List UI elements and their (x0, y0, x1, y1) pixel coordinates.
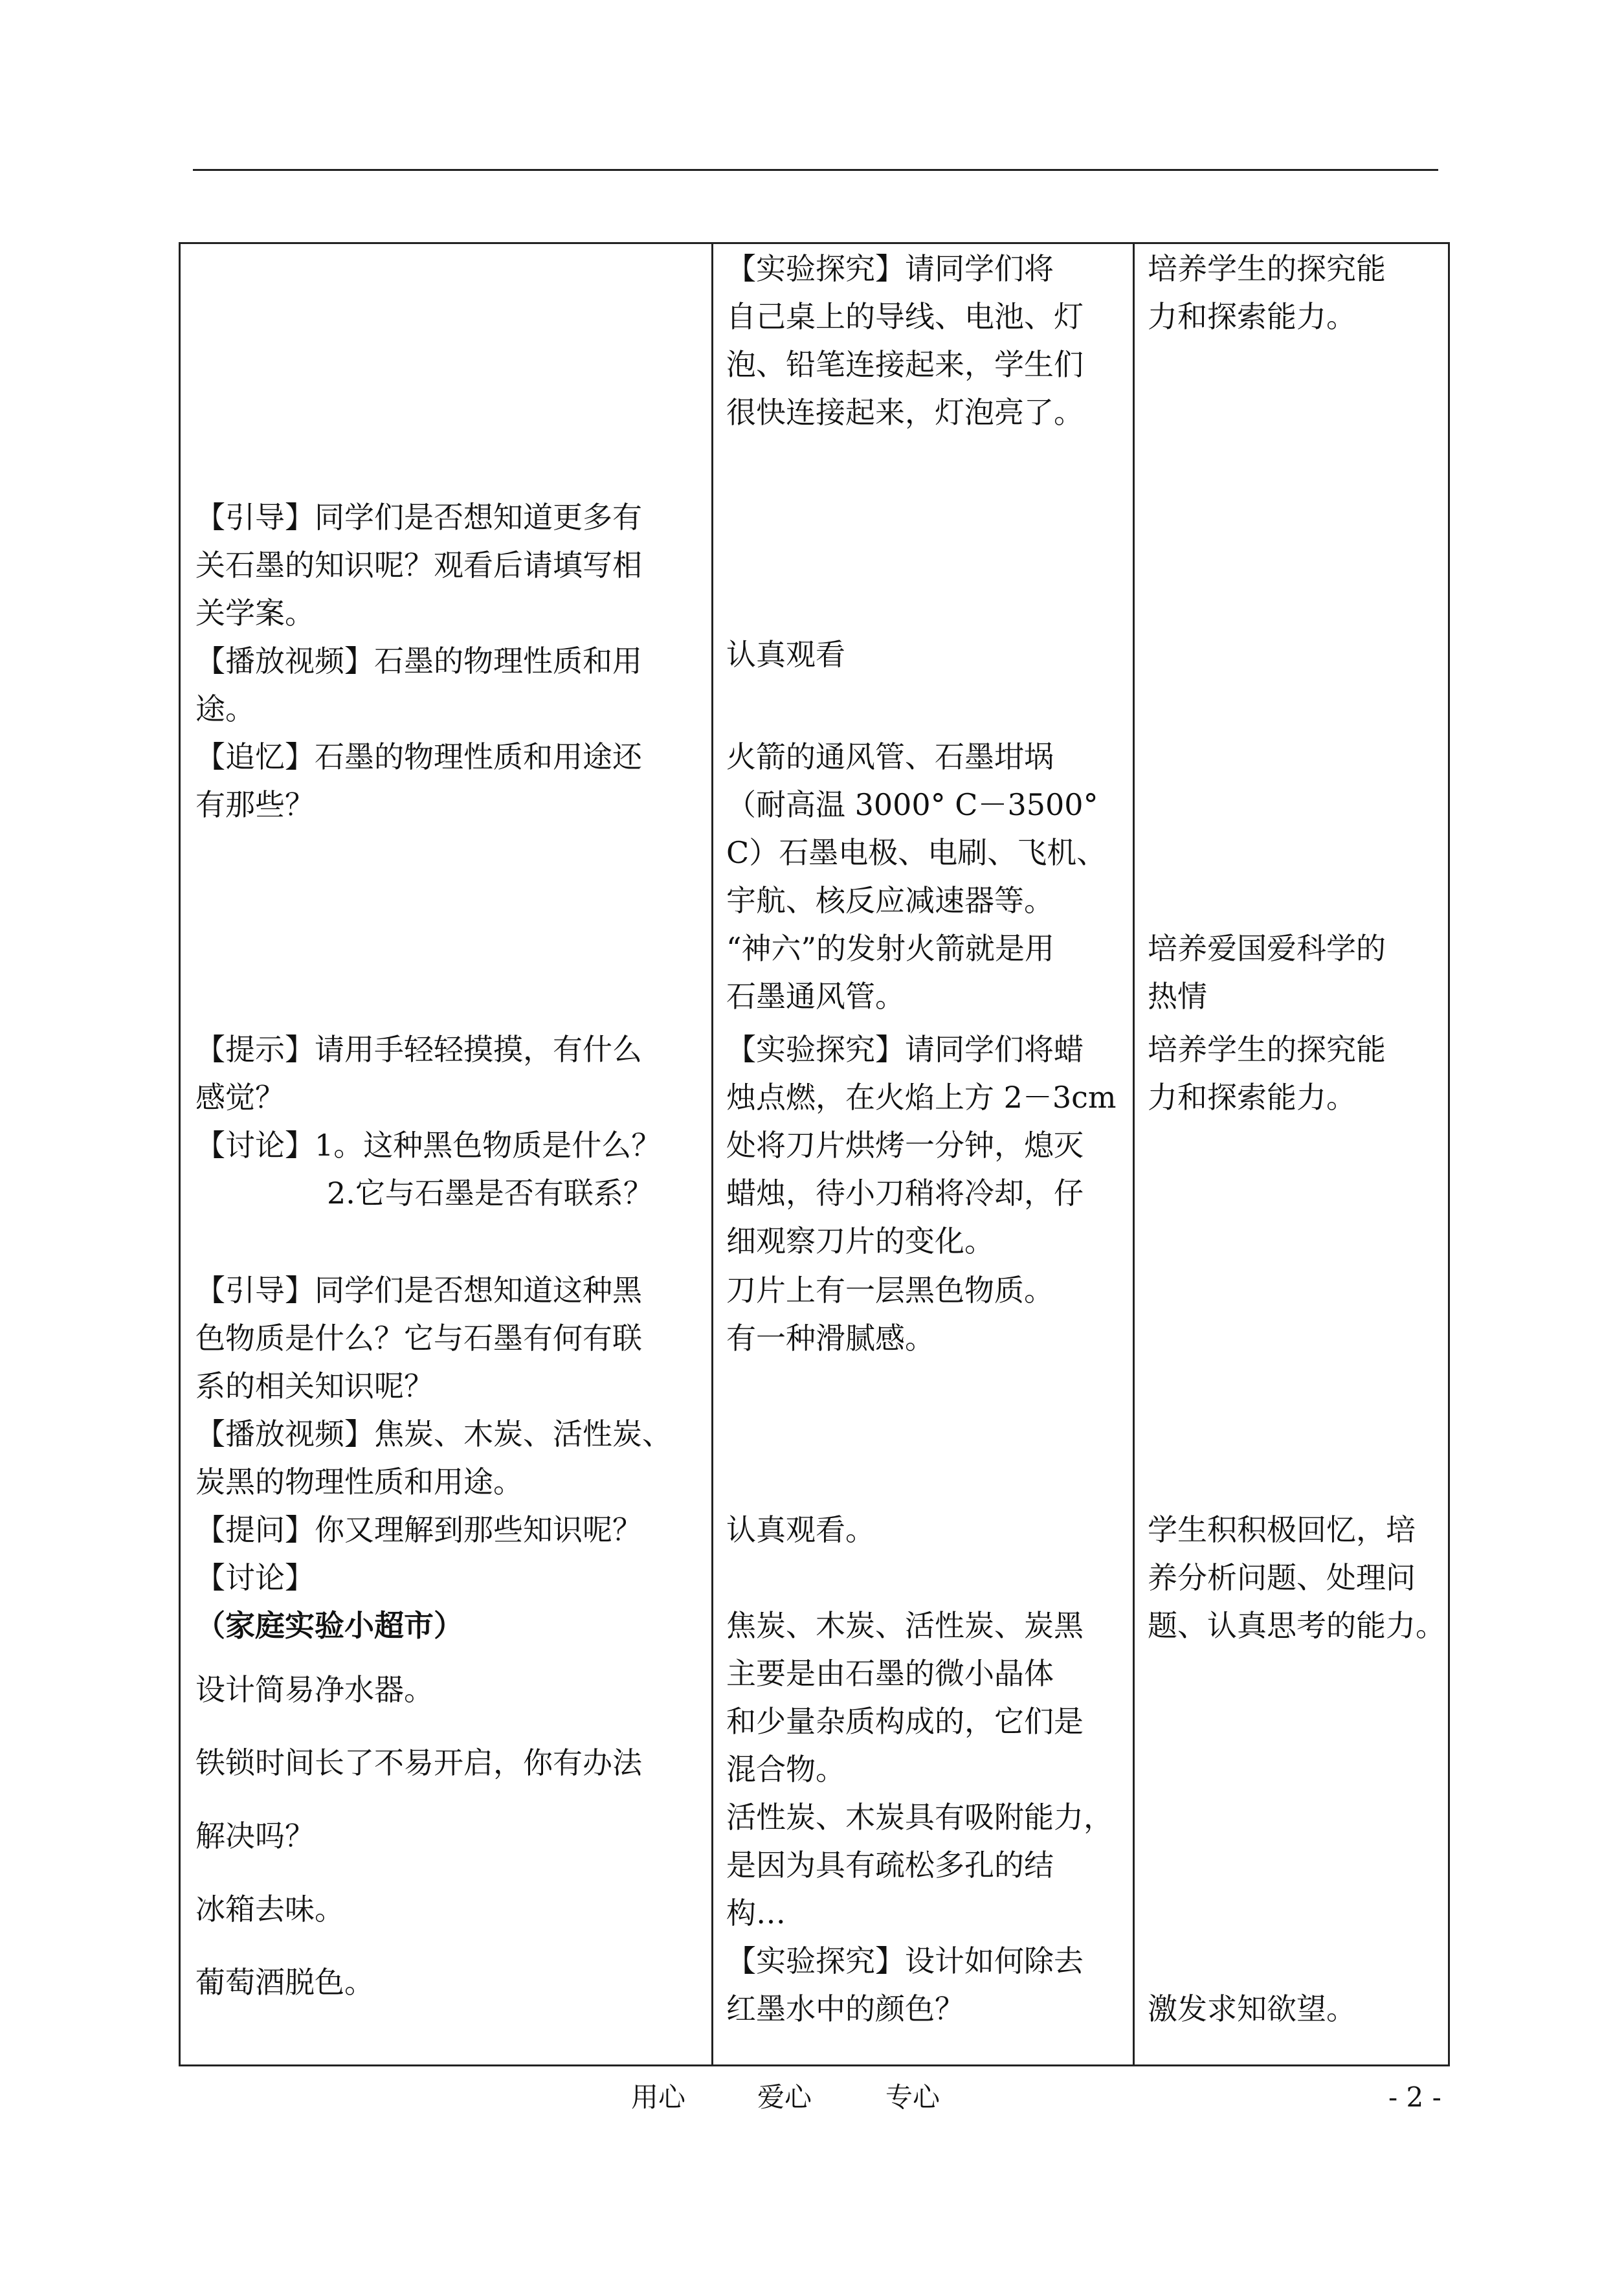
text-line: 烛点燃，在火焰上方 2－3cm (726, 1080, 1117, 1115)
text-line: 构… (726, 1896, 786, 1930)
text-line: 蜡烛，待小刀稍将冷却，仔 (726, 1176, 1084, 1211)
text-line: 【讨论】 (195, 1560, 315, 1595)
text-line: 认真观看。 (726, 1512, 875, 1547)
text-line: 是因为具有疏松多孔的结 (726, 1848, 1054, 1883)
text-line: 学生积积极回忆，培 (1148, 1512, 1416, 1547)
text-line: 活性炭、木炭具有吸附能力， (726, 1800, 1113, 1835)
text-line: 铁锁时间长了不易开启，你有办法 (195, 1745, 642, 1780)
text-line: 关学案。 (195, 596, 315, 631)
text-line: 力和探索能力。 (1148, 1080, 1356, 1115)
text-line: 养分析问题、处理问 (1148, 1560, 1416, 1595)
text-line: 【播放视频】焦炭、木炭、活性炭、 (195, 1416, 672, 1451)
text-line: 认真观看 (726, 637, 845, 672)
text-line: 【引导】同学们是否想知道这种黑 (195, 1273, 642, 1308)
section-heading: （家庭实验小超市） (195, 1608, 463, 1643)
text-line: 【实验探究】设计如何除去 (726, 1943, 1084, 1978)
text-line: 自己桌上的导线、电池、灯 (726, 299, 1084, 334)
footer-motto-2: 爱心 (757, 2081, 812, 2113)
text-line: “神六”的发射火箭就是用 (726, 931, 1055, 966)
text-line: C）石墨电极、电刷、飞机、 (726, 835, 1107, 870)
text-line: 石墨通风管。 (726, 979, 905, 1014)
text-line: 培养学生的探究能 (1148, 251, 1386, 286)
text-line: 培养学生的探究能 (1148, 1032, 1386, 1067)
text-line: 系的相关知识呢？ (195, 1369, 434, 1404)
text-line: 【提示】请用手轻轻摸摸，有什么 (195, 1032, 642, 1067)
text-line: 【播放视频】石墨的物理性质和用 (195, 643, 642, 678)
text-line: 【讨论】1。这种黑色物质是什么？ (195, 1128, 662, 1163)
text-line: 【实验探究】请同学们将蜡 (726, 1032, 1084, 1067)
text-line: 激发求知欲望。 (1148, 1991, 1356, 2026)
text-line: （耐高温 3000° C－3500° (726, 787, 1098, 822)
header-rule (193, 169, 1438, 171)
text-line: 红墨水中的颜色？ (726, 1991, 964, 2026)
text-line: 【追忆】石墨的物理性质和用途还 (195, 739, 642, 774)
text-line: 泡、铅笔连接起来，学生们 (726, 347, 1084, 382)
footer-motto-3: 专心 (885, 2081, 940, 2113)
column-divider (711, 244, 713, 2064)
text-line: 解决吗？ (195, 1818, 315, 1853)
text-line: 有那些？ (195, 787, 315, 822)
text-line: 题、认真思考的能力。 (1148, 1608, 1445, 1643)
text-line: 炭黑的物理性质和用途。 (195, 1464, 523, 1499)
page-number: - 2 - (1388, 2081, 1441, 2113)
text-line: 宇航、核反应减速器等。 (726, 883, 1054, 918)
text-line: 火箭的通风管、石墨坩埚 (726, 739, 1054, 774)
text-line: 设计简易净水器。 (195, 1672, 434, 1707)
text-line: 主要是由石墨的微小晶体 (726, 1656, 1054, 1691)
text-line: 色物质是什么？它与石墨有何有联 (195, 1321, 642, 1356)
text-line: 有一种滑腻感。 (726, 1321, 935, 1356)
text-line: 混合物。 (726, 1752, 845, 1787)
text-line: 关石墨的知识呢？观看后请填写相 (195, 548, 642, 583)
text-line: 【提问】你又理解到那些知识呢？ (195, 1512, 642, 1547)
text-line: 热情 (1148, 979, 1207, 1014)
footer-motto-1: 用心 (631, 2081, 686, 2113)
text-line: 冰箱去味。 (195, 1892, 344, 1927)
text-line: 途。 (195, 691, 255, 726)
text-line: 很快连接起来，灯泡亮了。 (726, 395, 1084, 430)
text-line: 焦炭、木炭、活性炭、炭黑 (726, 1608, 1084, 1643)
text-line: 【实验探究】请同学们将 (726, 251, 1054, 286)
text-line: 培养爱国爱科学的 (1148, 931, 1386, 966)
text-line: 【引导】同学们是否想知道更多有 (195, 500, 642, 535)
text-line: 感觉？ (195, 1080, 285, 1115)
text-line: 处将刀片烘烤一分钟，熄灭 (726, 1128, 1084, 1163)
text-line: 力和探索能力。 (1148, 299, 1356, 334)
text-line: 2.它与石墨是否有联系？ (327, 1176, 653, 1211)
text-line: 刀片上有一层黑色物质。 (726, 1273, 1054, 1308)
text-line: 和少量杂质构成的，它们是 (726, 1704, 1084, 1739)
text-line: 葡萄酒脱色。 (195, 1965, 374, 2000)
text-line: 细观察刀片的变化。 (726, 1224, 994, 1258)
column-divider (1133, 244, 1135, 2064)
